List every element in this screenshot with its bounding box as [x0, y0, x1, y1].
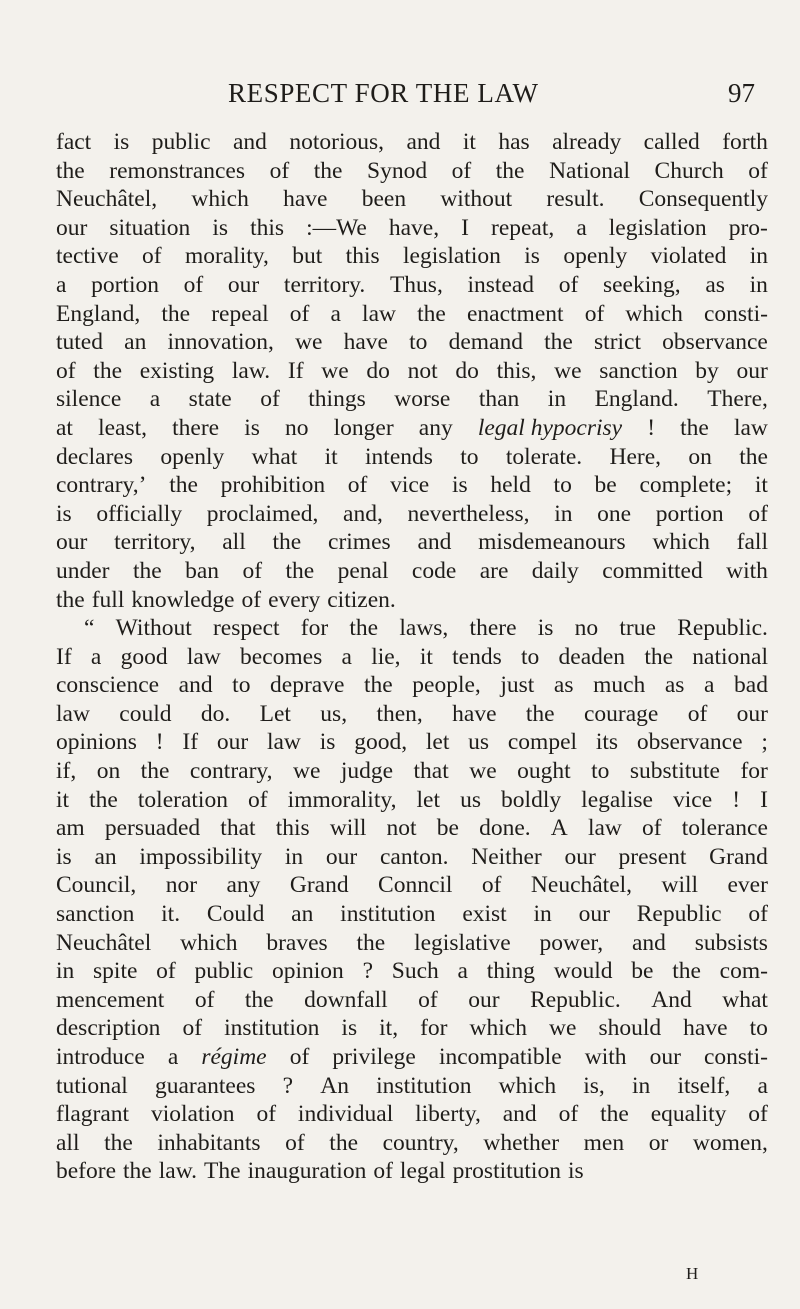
text-line: conscience and to deprave the people, just as much as a bad [56, 672, 768, 699]
text-line: declares openly what it intends to tolerate. Here, on the [56, 443, 768, 470]
text-line: flagrant violation of individual liberty, and of the equality of [56, 1101, 768, 1128]
text-line: a portion of our territory. Thus, instead of seeking, as in [56, 271, 768, 298]
text-line: “ Without respect for the laws, there is no true Republic. [84, 615, 768, 642]
text-line: of the existing law. If we do not do this, we sanction by our [56, 357, 768, 384]
text-line: Neuchâtel which braves the legislative power, and subsists [56, 929, 768, 956]
text-line: the full knowledge of every citizen. [56, 586, 396, 613]
text-line: under the ban of the penal code are daily committed with [56, 557, 768, 584]
text-line: Council, nor any Grand Conncil of Neuchâtel, will ever [56, 872, 768, 899]
text-line: all the inhabitants of the country, whether men or women, [56, 1129, 768, 1156]
text-line: sanction it. Could an institution exist in our Republic of [56, 901, 768, 928]
text-line: introduce a régime of privilege incompatible with our consti- [56, 1044, 768, 1070]
text-line: before the law. The inauguration of legal prostitution is [56, 1158, 584, 1185]
text-line: law could do. Let us, then, have the courage of our [56, 700, 768, 727]
text-line: is officially proclaimed, and, nevertheless, in one portion of [56, 500, 768, 527]
text-line: am persuaded that this will not be done. A law of tolerance [56, 815, 768, 842]
text-line: it the toleration of immorality, let us boldly legalise vice ! I [56, 786, 768, 813]
body-text [56, 128, 768, 1186]
text-line: If a good law becomes a lie, it tends to deaden the national [56, 643, 768, 670]
running-head-title: RESPECT FOR THE LAW [228, 78, 539, 108]
text-line: if, on the contrary, we judge that we ought to substitute for [56, 758, 768, 785]
text-line: our situation is this :—We have, I repeat, a legislation pro- [56, 214, 768, 241]
text-line: description of institution is it, for which we should have to [56, 1015, 768, 1042]
text-line: contrary,ʼ the prohibition of vice is held to be complete; it [56, 472, 768, 499]
text-line: in spite of public opinion ? Such a thing would be the com- [56, 958, 768, 985]
signature-mark: H [686, 1264, 700, 1283]
text-line: tuted an innovation, we have to demand the strict observance [56, 329, 768, 356]
text-line: silence a state of things worse than in England. There, [56, 386, 768, 413]
text-line: mencement of the downfall of our Republic. And what [56, 986, 768, 1013]
text-line: tective of morality, but this legislation is openly violated in [56, 243, 768, 270]
text-line: is an impossibility in our canton. Neither our present Grand [56, 843, 768, 870]
text-line: our territory, all the crimes and misdemeanours which fall [56, 529, 768, 556]
text-line: at least, there is no longer any legal hypocrisy ! the law [56, 414, 768, 441]
text-line: opinions ! If our law is good, let us compel its observance ; [56, 729, 768, 756]
page-number: 97 [728, 78, 755, 108]
text-line: tutional guarantees ? An institution which is, in itself, a [56, 1072, 768, 1099]
text-line: the remonstrances of the Synod of the National Church of [56, 157, 768, 184]
text-line: England, the repeal of a law the enactment of which consti- [56, 300, 768, 327]
text-line: fact is public and notorious, and it has already called forth [56, 129, 768, 155]
running-head [0, 76, 800, 110]
text-line: Neuchâtel, which have been without result. Consequently [56, 186, 768, 213]
